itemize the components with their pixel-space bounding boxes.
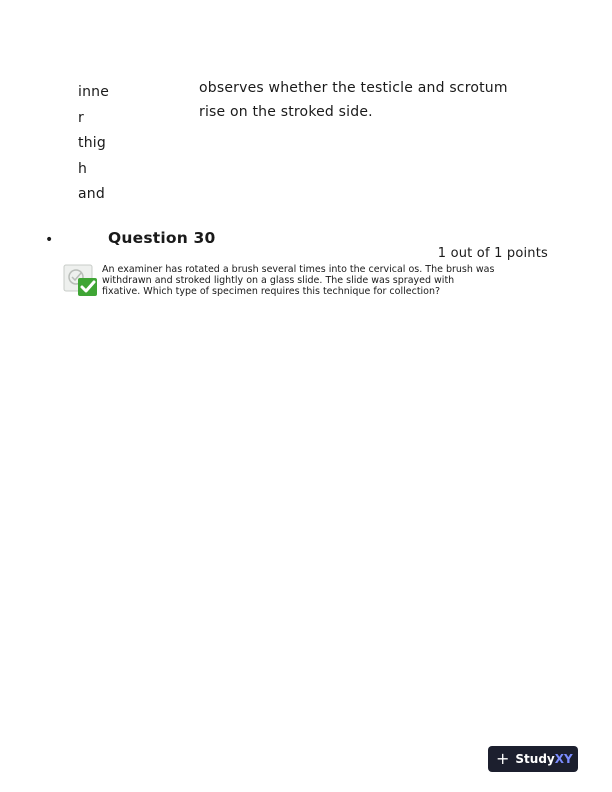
question-text-line: An examiner has rotated a brush several times into the cervical os. The brush was: [102, 264, 495, 275]
brand-suffix: XY: [554, 752, 573, 766]
fragment-word: r: [78, 109, 84, 126]
plus-icon: +: [496, 749, 510, 768]
answer-fragment-left-column: [78, 80, 138, 208]
fragment-word: thig: [78, 135, 106, 152]
question-text-line: withdrawn and stroked lightly on a glass slide. The slide was sprayed with: [102, 275, 455, 287]
fragment-word: and: [78, 186, 105, 203]
question-text: [102, 264, 532, 298]
fragment-line: observes whether the testicle and scrotum: [199, 80, 508, 96]
fragment-line: rise on the stroked side.: [199, 104, 373, 120]
list-bullet: •: [45, 232, 54, 248]
studyxy-logo[interactable]: [488, 746, 578, 772]
question-points: 1 out of 1 points: [437, 246, 548, 261]
brand-name: Study: [515, 752, 555, 766]
correct-check-icon: [63, 264, 99, 298]
fragment-word: h: [78, 160, 88, 177]
answer-fragment-right-column: [199, 76, 539, 124]
question-text-line: fixative. Which type of specimen requires this technique for collection?: [102, 286, 441, 298]
fragment-word: inne: [78, 84, 110, 100]
question-title: Question 30: [108, 229, 216, 247]
